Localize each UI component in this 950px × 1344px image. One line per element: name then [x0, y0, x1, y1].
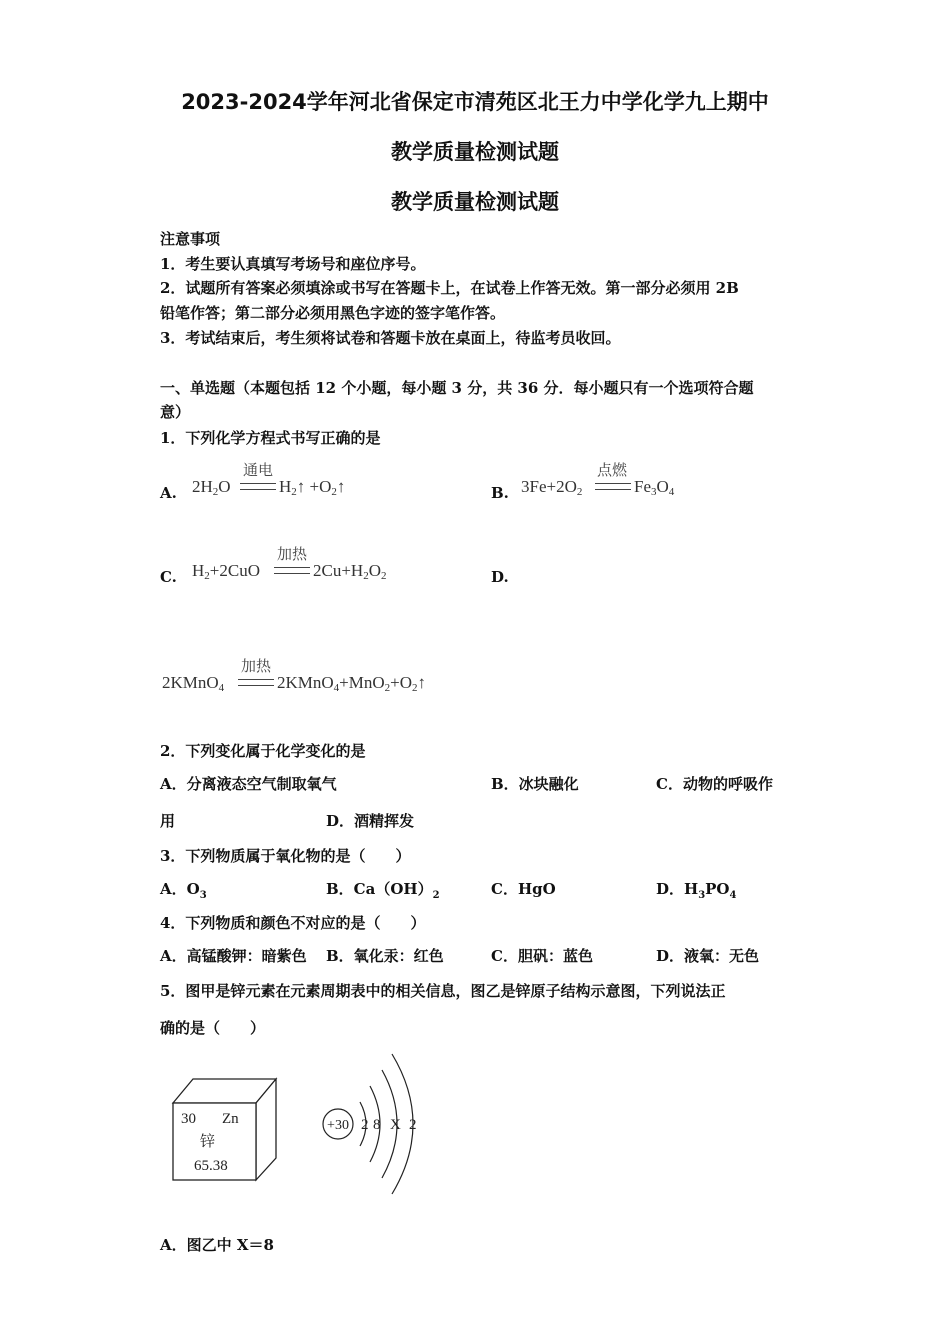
q1-option-b-left: $3Fe+2O_2$ — [521, 477, 583, 498]
q4-option-a: A．高锰酸钾：暗紫色 — [160, 947, 307, 965]
q3-option-a: A．$O_3$ — [160, 880, 207, 901]
notice-heading: 注意事项 — [160, 230, 221, 248]
exam-subtitle: 教学质量检测试题 — [391, 140, 559, 164]
q1-option-b-label: B. — [491, 484, 509, 502]
nuclear-charge: +30 — [327, 1118, 349, 1133]
q1-option-a-left: $2H_2O$ — [192, 477, 231, 498]
q2-option-a: A．分离液态空气制取氧气 — [160, 775, 337, 793]
notice-item-2-cont: 铅笔作答；第二部分必须用黑色字迹的签字笔作答。 — [160, 304, 506, 322]
q1-option-b-condition: 点燃 — [596, 461, 627, 479]
q3-stem: 3．下列物质属于氧化物的是（ ） — [160, 847, 411, 865]
q5-stem-cont: 确的是（ ） — [160, 1019, 266, 1037]
notice-item-2: 2．试题所有答案必须填涂或书写在答题卡上，在试卷上作答无效。第一部分必须用 2B — [160, 279, 739, 297]
notice-item-1: 1．考生要认真填写考场号和座位序号。 — [160, 255, 426, 273]
q2-option-b: B．冰块融化 — [491, 775, 579, 793]
q2-stem: 2．下列变化属于化学变化的是 — [160, 742, 366, 760]
q1-option-c-label: C. — [160, 568, 177, 586]
exam-subtitle-repeat: 教学质量检测试题 — [391, 190, 559, 214]
exam-title: 2023-2024学年河北省保定市清苑区北王力中学化学九上期中 — [181, 90, 769, 114]
shell-1-electrons: 2 — [361, 1117, 369, 1133]
q2-option-c-cont: 用 — [160, 812, 176, 830]
q1-option-b-equals — [595, 483, 631, 490]
q1-option-a-equals — [240, 483, 276, 490]
q1-option-c-condition: 加热 — [276, 545, 307, 563]
q1-stem: 1．下列化学方程式书写正确的是 — [160, 429, 381, 447]
q1-option-c-right: $2Cu+H_2O_2$ — [313, 561, 387, 582]
q5-option-a: A．图乙中 X＝8 — [160, 1236, 274, 1254]
q3-option-b: B．$Ca(OH)_2$ — [326, 880, 440, 901]
q1-option-c-left: $H_2+2CuO$ — [192, 561, 260, 582]
q1-option-d-left: 2KMnO$_4$ — [162, 673, 225, 694]
q5-stem: 5．图甲是锌元素在元素周期表中的相关信息，图乙是锌原子结构示意图，下列说法正 — [160, 982, 726, 1000]
q4-option-d: D．液氧：无色 — [656, 947, 760, 965]
q1-option-d-condition: 加热 — [240, 657, 271, 675]
q2-option-d: D．酒精挥发 — [326, 812, 415, 830]
shell-3-electrons: X — [390, 1117, 401, 1133]
q1-option-d-right: $2KMnO_4+MnO_2+O_2↑$ — [277, 673, 427, 694]
q1-option-a-right: $H_2↑$ $+O_2↑$ — [279, 477, 346, 498]
q4-option-c: C．胆矾：蓝色 — [491, 947, 593, 965]
shell-4-electrons: 2 — [409, 1117, 417, 1133]
zinc-element-cell — [168, 1075, 283, 1185]
notice-item-3: 3．考试结束后，考生须将试卷和答题卡放在桌面上，待监考员收回。 — [160, 329, 621, 347]
element-symbol: Zn — [222, 1111, 239, 1127]
q2-option-c: C．动物的呼吸作 — [656, 775, 773, 793]
q4-option-b: B．氧化汞：红色 — [326, 947, 444, 965]
atomic-mass: 65.38 — [194, 1158, 228, 1174]
q1-option-c-equals — [274, 567, 310, 574]
zinc-atom-diagram — [312, 1050, 432, 1200]
q1-option-b-right: $Fe_3O_4$ — [634, 477, 675, 498]
shell-2-electrons: 8 — [373, 1117, 381, 1133]
q1-option-d-label: D. — [491, 568, 509, 586]
element-name: 锌 — [200, 1132, 216, 1150]
section-header-cont: 意） — [160, 403, 191, 421]
q1-option-d-equals — [238, 679, 274, 686]
q3-option-c: C．HgO — [491, 880, 556, 898]
q1-option-a-condition: 通电 — [242, 461, 273, 479]
section-header: 一、单选题（本题包括 12 个小题，每小题 3 分，共 36 分．每小题只有一个选项符合题 — [160, 379, 754, 397]
q1-option-a-label: A. — [160, 484, 177, 502]
q3-option-d: D．$H_3PO_4$ — [656, 880, 737, 901]
atomic-number: 30 — [181, 1111, 196, 1127]
q4-stem: 4．下列物质和颜色不对应的是（ ） — [160, 914, 426, 932]
